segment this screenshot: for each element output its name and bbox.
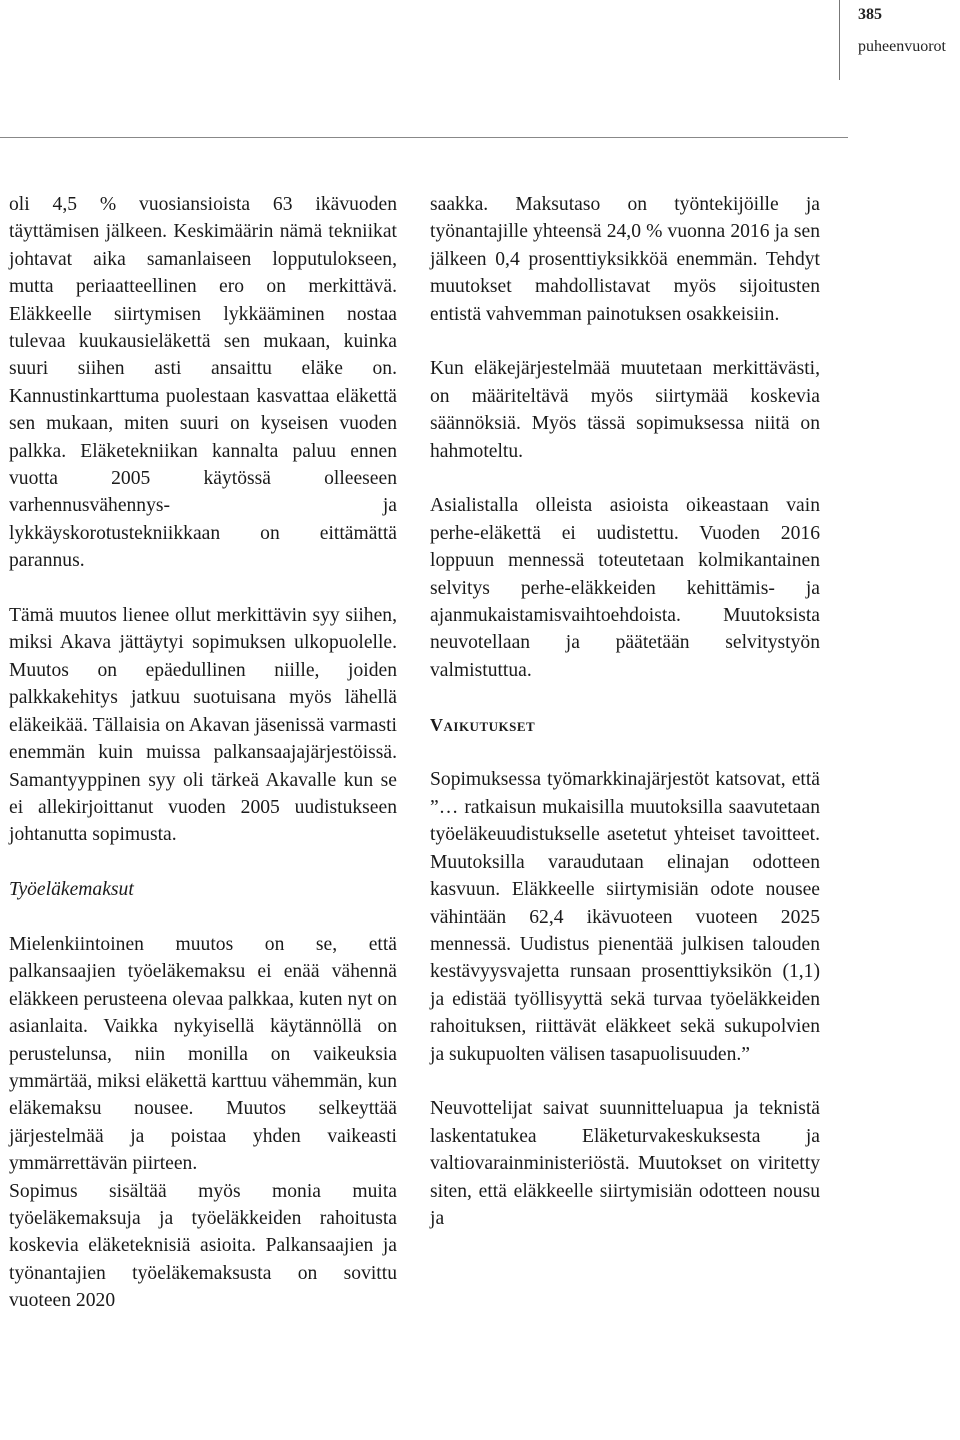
right-paragraph-1: saakka. Maksutaso on työntekijöille ja työnantajille yhteensä 24,0 % vuonna 2016 ja sen jälkeen 0,4 prosenttiyksikköä enemmän. Tehdyt muutokset mahdollistavat myös sijoitusten entistä vahvemman painotuksen osakkeisiin.	[430, 194, 820, 325]
left-paragraph-4: Sopimus sisältää myös monia muita työeläkemaksuja ja työeläkkeiden rahoitusta koskevia eläketeknisiä asioita. Palkansaajien ja työnantajien työeläkemaksusta on sovittu vuoteen 2020	[9, 1180, 397, 1312]
right-column	[430, 191, 820, 1232]
right-paragraph-5: Neuvottelijat saivat suunnitteluapua ja teknistä laskentatukea Eläketurvakeskuksesta ja valtiovarainministeriöstä. Muutokset on viritetty siten, että eläkkeelle siirtymisiän odotteen nousu ja	[430, 1098, 820, 1229]
left-column	[9, 191, 397, 1315]
section-name: puheenvuorot	[858, 38, 946, 55]
section-heading-tyoelakemaksut: Työeläkemaksut	[9, 879, 134, 901]
left-paragraph-2: Tämä muutos lienee ollut merkittävin syy siihen, miksi Akava jättäytyi sopimuksen ulkopuolelle. Muutos on epäedullinen niille, joiden palkkakehitys jatkuu suotuisana myös lähellä eläkeikää. Tällaisia on Akavan jäsenissä varmasti enemmän kuin muissa palkansaajajärjestöissä. Samantyyppinen syy oli tärkeä Akavalle kun se ei allekirjoittanut vuoden 2005 uudistukseen johtanutta sopimusta.	[9, 605, 397, 846]
right-paragraph-3: Asialistalla olleista asioista oikeastaan vain perhe-eläkettä ei uudistettu. Vuoden 2016 loppuun mennessä toteutetaan kolmikantainen selvitys perhe-eläkkeiden kehittämis- ja ajanmukaistamisvaihtoehdoista. Muutoksista neuvotellaan ja päätetään selvitystyön valmistuttua.	[430, 495, 820, 681]
right-paragraph-4: Sopimuksessa työmarkkinajärjestöt katsovat, että ”… ratkaisun mukaisilla muutoksilla saavutetaan työeläkeuudistukselle asetetut yhteiset tavoitteet. Muutoksilla varaudutaan elinajan odotteen kasvuun. Eläkkeelle siirtymisiän odote nousee vähintään 62,4 ikävuoteen vuoteen 2025 mennessä. Uudistus pienentää julkisen talouden kestävyysvajetta runsaan prosenttiyksikön (1,1) ja edistää työllisyyttä sekä turvaa työeläkkeiden rahoituksen, riittävät eläkkeet sekä sukupolvien ja sukupuolten välisen tasapuolisuuden.”	[430, 769, 820, 1065]
left-paragraph-1: oli 4,5 % vuosiansioista 63 ikävuoden täyttämisen jälkeen. Keskimäärin nämä tekniikat johtavat aika samanlaiseen lopputulokseen, mutta periaatteellinen ero on merkittävä. Eläkkeelle siirtymisen lykkääminen nostaa tulevaa kuukausieläkettä sen mukaan, kuinka suuri siihen asti ansaittu eläke on. Kannustinkarttuma puolestaan kasvattaa eläkettä sen mukaan, miten suuri on kyseisen vuoden palkka. Eläketekniikan kannalta paluu ennen vuotta 2005 käytössä olleeseen varhennusvähennys- ja lykkäyskorotustekniikkaan on eittämättä parannus.	[9, 194, 397, 572]
right-paragraph-2: Kun eläkejärjestelmää muutetaan merkittävästi, on määriteltävä myös siirtymää koskevia säännöksiä. Myös tässä sopimuksessa niitä on hahmoteltu.	[430, 358, 820, 462]
header-horizontal-rule	[0, 137, 848, 138]
page-number: 385	[858, 6, 882, 23]
left-paragraph-3: Mielenkiintoinen muutos on se, että palkansaajien työeläkemaksu ei enää vähennä eläkkeen perusteena olevaa palkkaa, kuten nyt on asianlaita. Vaikka nykyisellä käytännöllä on perustelunsa, niin monilla on vaikeuksia ymmärtää, miksi eläkettä karttuu vähemmän, kun eläkemaksu nousee. Muutos selkeyttää järjestelmää ja poistaa yhden vaikeasti ymmärrettävän piirteen.	[9, 933, 397, 1175]
header-vertical-rule	[839, 0, 840, 80]
section-heading-vaikutukset: Vaikutukset	[430, 714, 536, 735]
